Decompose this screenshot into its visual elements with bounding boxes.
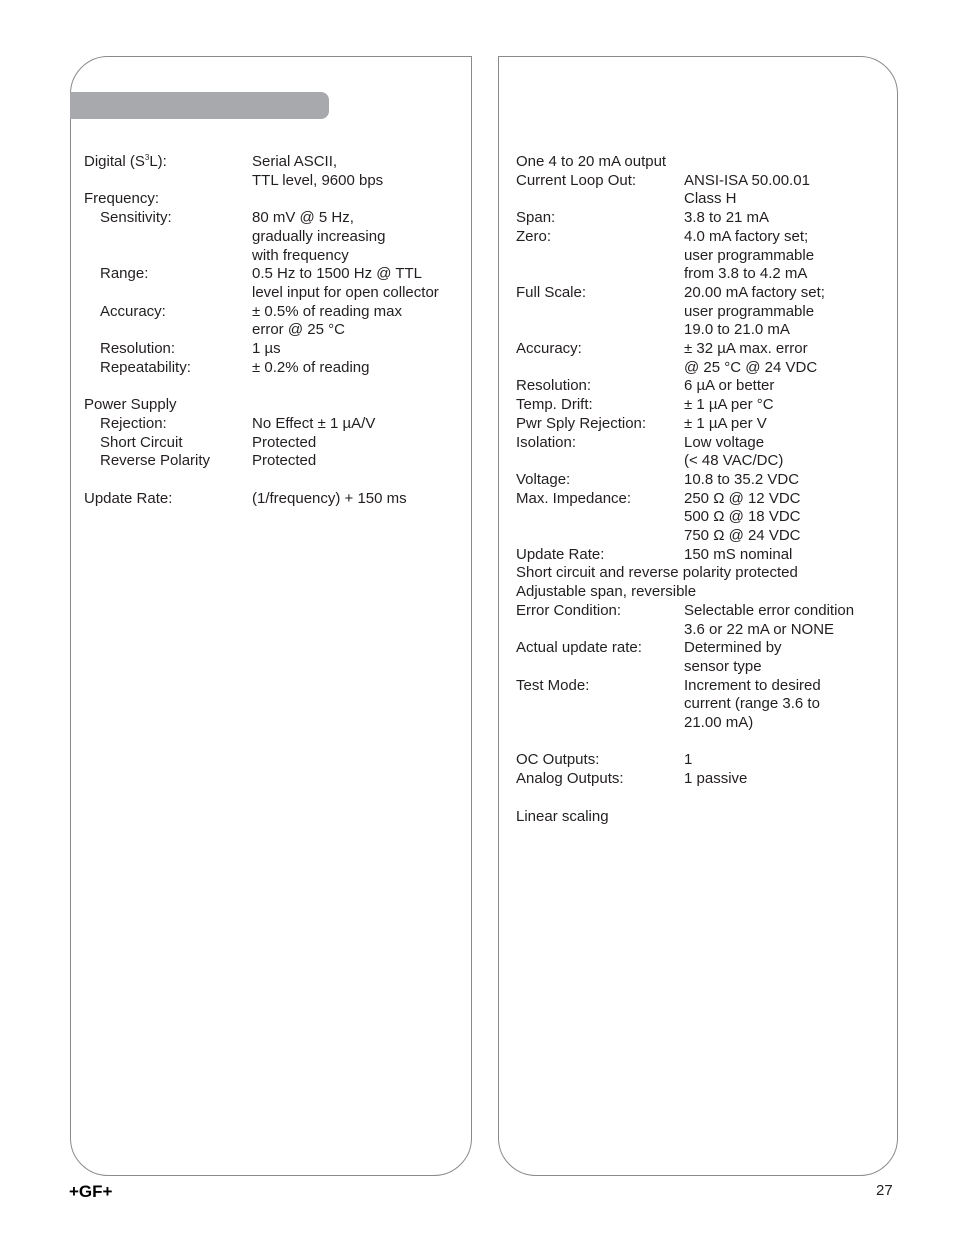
spec-row	[516, 564, 854, 583]
spec-label: Update Rate:	[516, 545, 605, 563]
spec-row	[516, 247, 854, 266]
spec-label-digital: Digital $(S^3L)$:	[84, 153, 167, 170]
spec-gap	[84, 471, 439, 490]
section-header-bar	[70, 92, 329, 119]
spec-label: Update Rate:	[84, 489, 173, 507]
spec-label: Accuracy:	[100, 302, 166, 320]
spec-value: sensor type	[684, 657, 762, 675]
spec-label: Accuracy:	[516, 340, 582, 358]
spec-label: Linear scaling	[516, 807, 609, 825]
spec-label: Range:	[100, 265, 149, 283]
spec-label: Actual update rate:	[516, 639, 642, 657]
spec-value: 6 µA or better	[684, 377, 775, 395]
spec-value: 21.00 mA)	[684, 714, 754, 732]
spec-value: error @ 25 °C	[252, 321, 345, 339]
spec-value: 1 µs	[252, 340, 281, 358]
spec-row	[84, 490, 439, 509]
spec-row	[516, 209, 854, 228]
spec-row	[84, 434, 439, 453]
spec-row-digital	[84, 153, 439, 172]
spec-value: 0.5 Hz to 1500 Hz @ TTL	[252, 265, 423, 283]
spec-row	[516, 677, 854, 696]
spec-label: Rejection:	[100, 414, 167, 432]
gf-logo: +GF+	[69, 1182, 113, 1201]
spec-row	[516, 695, 854, 714]
spec-value: 150 mS nominal	[684, 545, 793, 563]
spec-row	[516, 340, 854, 359]
spec-value: 3.8 to 21 mA	[684, 209, 770, 227]
spec-value: user programmable	[684, 246, 815, 264]
spec-row	[84, 340, 439, 359]
spec-label: Repeatability:	[100, 358, 191, 376]
spec-row	[84, 303, 439, 322]
spec-row	[516, 153, 854, 172]
spec-label: Short circuit and reverse polarity protected	[516, 564, 798, 582]
spec-label	[516, 508, 684, 527]
spec-label: Max. Impedance:	[516, 489, 632, 507]
spec-row	[84, 190, 439, 209]
spec-row	[516, 190, 854, 209]
spec-value: (1/frequency) + 150 ms	[252, 489, 407, 507]
spec-label: Current Loop Out:	[516, 171, 637, 189]
spec-label	[516, 621, 684, 640]
spec-label: Adjustable span, reversible	[516, 583, 697, 601]
spec-value: No Effect ± 1 µA/V	[252, 414, 376, 432]
spec-row	[516, 508, 854, 527]
spec-row	[516, 396, 854, 415]
spec-label: Isolation:	[516, 433, 577, 451]
spec-row	[516, 452, 854, 471]
spec-row	[516, 471, 854, 490]
spec-row	[516, 415, 854, 434]
spec-row	[84, 172, 439, 191]
spec-gap	[84, 377, 439, 396]
spec-row	[516, 658, 854, 677]
spec-value: 80 mV @ 5 Hz,	[252, 209, 354, 227]
spec-row	[84, 396, 439, 415]
spec-label: Power Supply	[84, 396, 177, 414]
spec-value: 1	[684, 751, 693, 769]
spec-row	[516, 808, 854, 827]
spec-value: ± 0.2% of reading	[252, 358, 370, 376]
spec-value: Increment to desired	[684, 676, 821, 694]
spec-label: Zero:	[516, 227, 552, 245]
spec-label: One 4 to 20 mA output	[516, 153, 667, 170]
spec-row	[516, 172, 854, 191]
spec-row	[516, 770, 854, 789]
spec-row	[516, 284, 854, 303]
spec-row	[516, 546, 854, 565]
spec-label: Test Mode:	[516, 676, 590, 694]
spec-value: Determined by	[684, 639, 782, 657]
spec-value: 10.8 to 35.2 VDC	[684, 470, 800, 488]
spec-row	[516, 359, 854, 378]
spec-row	[84, 209, 439, 228]
spec-label: Error Condition:	[516, 601, 622, 619]
spec-value: current (range 3.6 to	[684, 695, 820, 713]
spec-gap	[516, 789, 854, 808]
spec-label	[516, 695, 684, 714]
spec-value: ANSI-ISA 50.00.01	[684, 171, 810, 189]
spec-value: @ 25 °C @ 24 VDC	[684, 358, 818, 376]
spec-value: Selectable error condition	[684, 601, 855, 619]
spec-row	[84, 284, 439, 303]
spec-label: Resolution:	[100, 340, 176, 358]
spec-label	[84, 228, 252, 247]
spec-row	[516, 583, 854, 602]
spec-row	[516, 639, 854, 658]
spec-label	[516, 714, 684, 733]
spec-label: Sensitivity:	[100, 209, 172, 227]
spec-label: Short Circuit	[100, 433, 183, 451]
spec-value: gradually increasing	[252, 227, 386, 245]
spec-value: Low voltage	[684, 433, 765, 451]
spec-row	[516, 434, 854, 453]
spec-value: 19.0 to 21.0 mA	[684, 321, 790, 339]
spec-row	[516, 527, 854, 546]
spec-row	[84, 415, 439, 434]
spec-label	[516, 359, 684, 378]
spec-row	[516, 714, 854, 733]
spec-value: TTL level, 9600 bps	[252, 171, 384, 189]
spec-value: 250 Ω @ 12 VDC	[684, 489, 801, 507]
spec-row	[516, 621, 854, 640]
spec-label: OC Outputs:	[516, 751, 600, 769]
spec-value: 1 passive	[684, 770, 748, 788]
spec-label	[516, 452, 684, 471]
spec-value: Serial ASCII,	[252, 153, 338, 170]
spec-label: Reverse Polarity	[100, 452, 211, 470]
spec-label	[516, 303, 684, 322]
spec-row	[84, 359, 439, 378]
spec-label	[84, 321, 252, 340]
spec-row	[84, 321, 439, 340]
spec-label	[84, 172, 252, 191]
spec-label	[84, 284, 252, 303]
spec-row	[516, 321, 854, 340]
spec-row	[516, 303, 854, 322]
spec-value: Protected	[252, 433, 317, 451]
spec-label	[516, 190, 684, 209]
spec-label	[516, 321, 684, 340]
spec-value: from 3.8 to 4.2 mA	[684, 265, 808, 283]
spec-label: Full Scale:	[516, 283, 587, 301]
spec-row	[84, 452, 439, 471]
spec-label	[516, 265, 684, 284]
page-number: 27	[876, 1182, 893, 1199]
spec-value: 750 Ω @ 24 VDC	[684, 527, 801, 545]
spec-label	[516, 658, 684, 677]
spec-row	[516, 602, 854, 621]
spec-label: Temp. Drift:	[516, 396, 593, 414]
spec-value: ± 32 µA max. error	[684, 340, 808, 358]
spec-row	[516, 377, 854, 396]
spec-row	[516, 490, 854, 509]
spec-value: 4.0 mA factory set;	[684, 227, 809, 245]
spec-value: 20.00 mA factory set;	[684, 283, 825, 301]
spec-value: ± 0.5% of reading max	[252, 302, 402, 320]
spec-label	[516, 527, 684, 546]
spec-value: user programmable	[684, 302, 815, 320]
spec-value: ± 1 µA per V	[684, 414, 767, 432]
spec-label: Span:	[516, 209, 556, 227]
spec-value: 3.6 or 22 mA or NONE	[684, 620, 835, 638]
left-spec-list	[84, 153, 439, 508]
spec-row	[516, 265, 854, 284]
spec-label	[516, 247, 684, 266]
spec-row	[516, 228, 854, 247]
spec-label	[84, 247, 252, 266]
spec-value: Class H	[684, 190, 737, 208]
spec-value: with frequency	[252, 246, 349, 264]
spec-row	[516, 751, 854, 770]
spec-row	[84, 265, 439, 284]
spec-value: 500 Ω @ 18 VDC	[684, 508, 801, 526]
spec-row	[84, 247, 439, 266]
spec-label: Voltage:	[516, 470, 571, 488]
spec-gap	[516, 733, 854, 752]
spec-label: Resolution:	[516, 377, 592, 395]
spec-value: ± 1 µA per °C	[684, 396, 774, 414]
spec-value: (< 48 VAC/DC)	[684, 452, 784, 470]
right-spec-list	[516, 153, 854, 826]
spec-value: Protected	[252, 452, 317, 470]
spec-label: Analog Outputs:	[516, 770, 624, 788]
spec-label: Frequency:	[84, 190, 160, 208]
spec-label: Pwr Sply Rejection:	[516, 414, 647, 432]
spec-value: level input for open collector	[252, 283, 439, 301]
spec-row	[84, 228, 439, 247]
